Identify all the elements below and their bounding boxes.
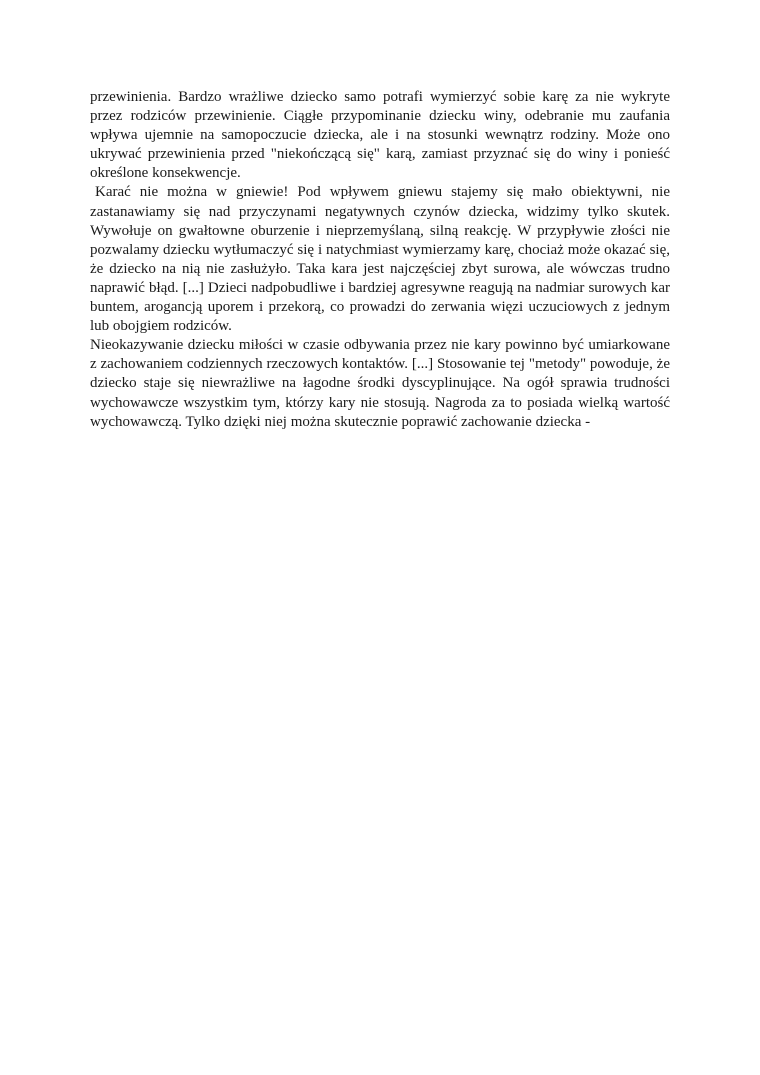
paragraph-2: Karać nie można w gniewie! Pod wpływem gniewu stajemy się mało obiektywni, nie zastanawiamy się nad przyczynami negatywnych czynów dziecka, widzimy tylko skutek. Wywołuje on gwałtowne oburzenie i nieprzemyślaną, silną reakcję. W przypływie złości nie pozwalamy dziecku wytłumaczyć się i natychmiast wymierzamy karę, chociaż może okazać się, że dziecko na nią nie zasłużyło. Taka kara jest najczęściej zbyt surowa, ale wówczas trudno naprawić błąd. [...] Dzieci nadpobudliwe i bardziej agresywne reagują na nadmiar surowych kar buntem, arogancją uporem i przekorą, co prowadzi do zerwania więzi uczuciowych z jednym lub obojgiem rodziców. xyxy=(90,184,670,335)
paragraph-3: Nieokazywanie dziecku miłości w czasie odbywania przez nie kary powinno być umiarkowane z zachowaniem codziennych rzeczowych kontaktów. [...] Stosowanie tej "metody" powoduje, że dziecko staje się niewrażliwe na łagodne środki dyscyplinujące. Na ogół sprawia trudności wychowawcze wszystkim tym, którzy kary nie stosują. Nagroda za to posiada wielką wartość wychowawczą. Tylko dzięki niej można skutecznie poprawić zachowanie dziecka - xyxy=(90,337,670,430)
document-page xyxy=(90,88,670,432)
paragraph-1: przewinienia. Bardzo wrażliwe dziecko samo potrafi wymierzyć sobie karę za nie wykryte przez rodziców przewinienie. Ciągłe przypominanie dziecku winy, odebranie mu zaufania wpływa ujemnie na samopoczucie dziecka, ale i na stosunki wewnątrz rodziny. Może ono ukrywać przewinienia przed "niekończącą się" karą, zamiast przyznać się do winy i ponieść określone konsekwencje. xyxy=(90,89,670,182)
